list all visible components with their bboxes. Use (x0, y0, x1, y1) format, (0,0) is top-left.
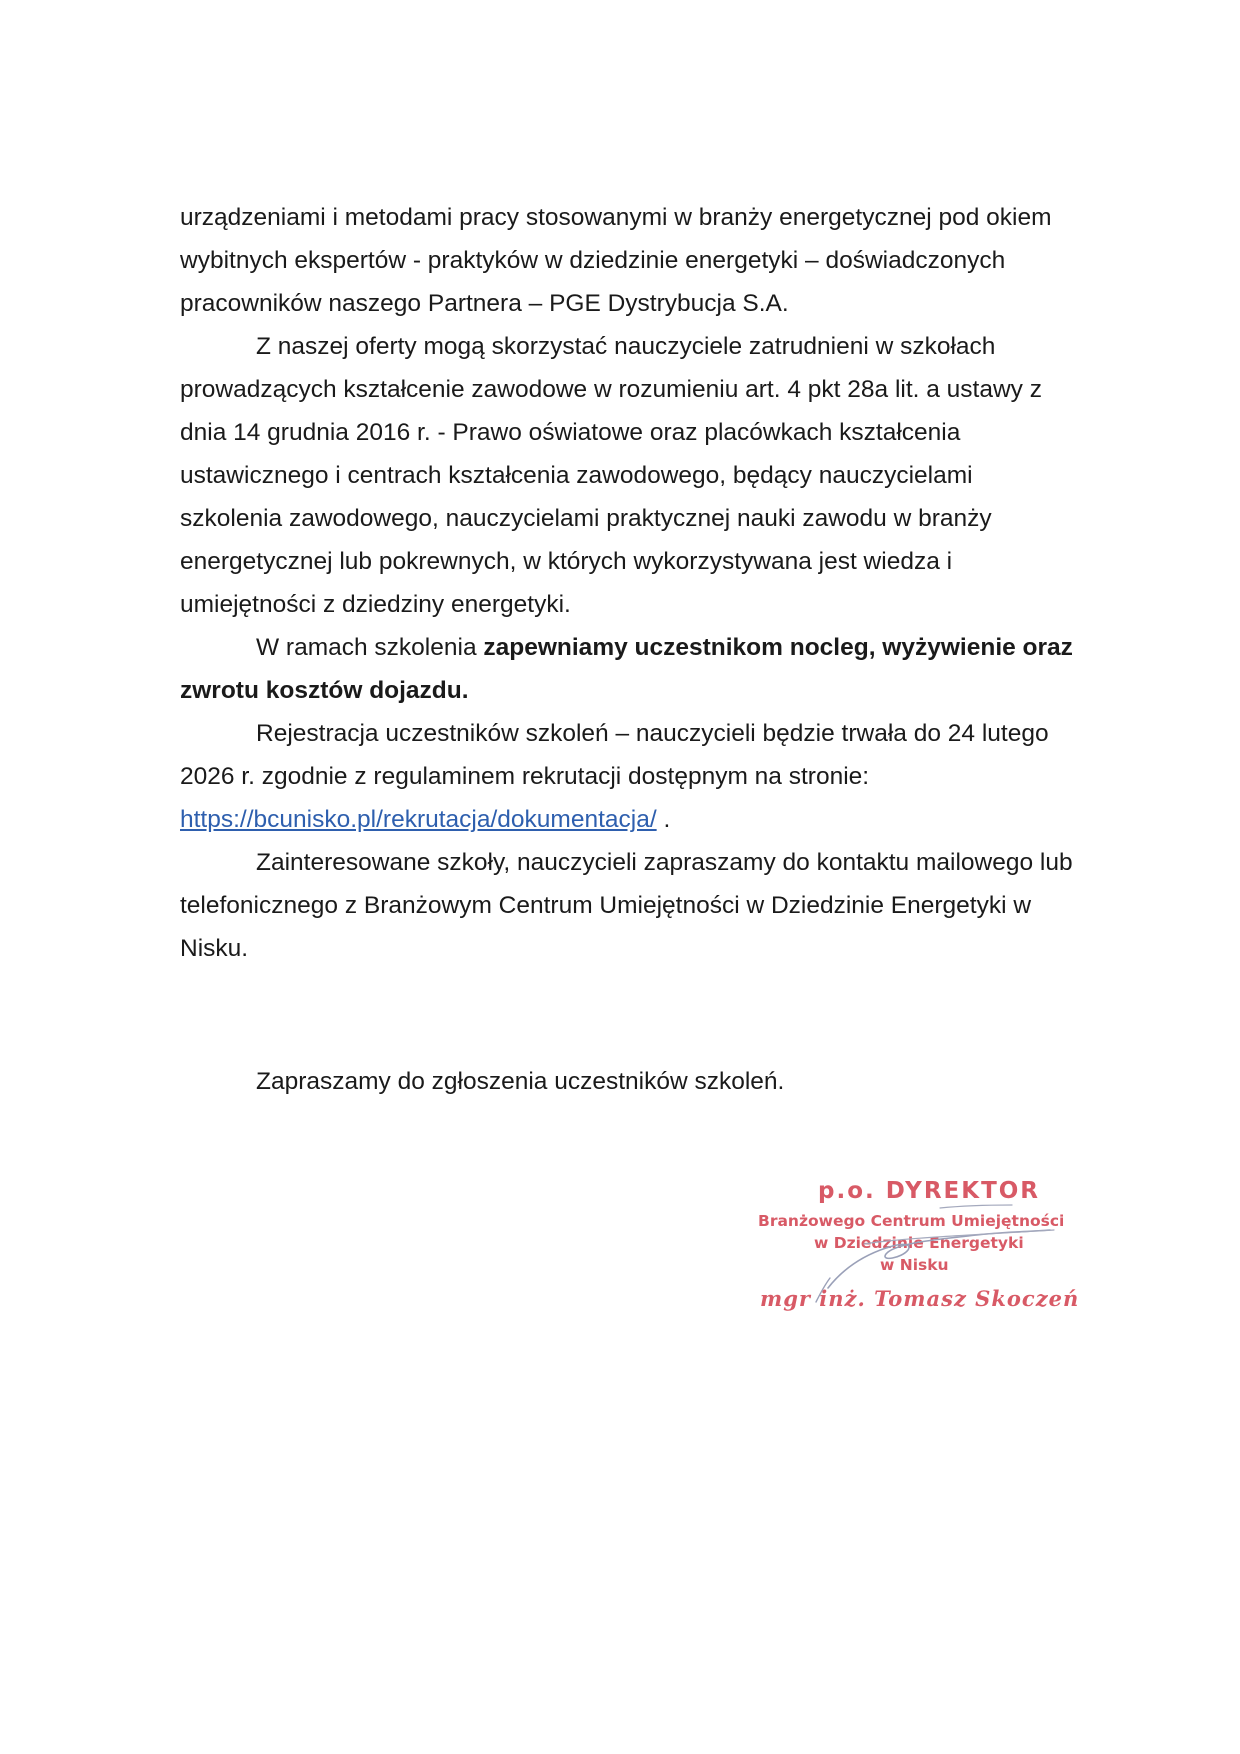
registration-link[interactable]: https://bcunisko.pl/rekrutacja/dokumentacja/ (180, 806, 657, 833)
paragraph-2-text: Z naszej oferty mogą skorzystać nauczyciele zatrudnieni w szkołach prowadzących kształcenie zawodowe w rozumieniu art. 4 pkt 28a lit. a ustawy z dnia 14 grudnia 2016 r. - Prawo oświatowe oraz placówkach kształcenia ustawicznego i centrach kształcenia zawodowego, będący nauczycielami szkolenia zawodowego, nauczycielami praktycznej nauki zawodu w branży energetycznej lub pokrewnych, w których wykorzystywana jest wiedza i umiejętności z dziedziny energetyki. (180, 333, 1042, 618)
paragraph-continuation (180, 196, 1080, 325)
letter-body (180, 196, 1080, 970)
closing-line: Zapraszamy do zgłoszenia uczestników szkoleń. (256, 1068, 785, 1095)
signer-name: mgr inż. Tomasz Skoczeń (760, 1286, 1080, 1311)
paragraph-registration (180, 712, 1080, 841)
stamp-line-3: w Nisku (880, 1256, 949, 1274)
stamp-title: p.o. DYREKTOR (818, 1178, 1041, 1204)
stamp-line-2: w Dziedzinie Energetyki (814, 1234, 1024, 1252)
paragraph-1-text: urządzeniami i metodami pracy stosowanymi w branży energetycznej pod okiem wybitnych ekspertów - praktyków w dziedzinie energetyki – doświadczonych pracowników naszego Partnera – PGE Dystrybucja S.A. (180, 204, 1052, 317)
paragraph-4-text: Rejestracja uczestników szkoleń – nauczycieli będzie trwała do 24 lutego 2026 r. zgodnie z regulaminem rekrutacji dostępnym na stronie: (180, 720, 1049, 790)
stamp-line-1: Branżowego Centrum Umiejętności (758, 1212, 1065, 1230)
paragraph-4-after: . (656, 806, 671, 833)
paragraph-3-bold: zapewniamy uczestnikom nocleg, wyżywienie oraz zwrotu kosztów dojazdu. (180, 634, 1073, 704)
paragraph-eligibility (180, 325, 1080, 626)
paragraph-contact (180, 841, 1080, 970)
paragraph-5-text: Zainteresowane szkoły, nauczycieli zapraszamy do kontaktu mailowego lub telefonicznego z Branżowym Centrum Umiejętności w Dziedzinie Energetyki w Nisku. (180, 849, 1073, 962)
paragraph-3-intro: W ramach szkolenia (256, 634, 484, 661)
paragraph-benefits (180, 626, 1080, 712)
